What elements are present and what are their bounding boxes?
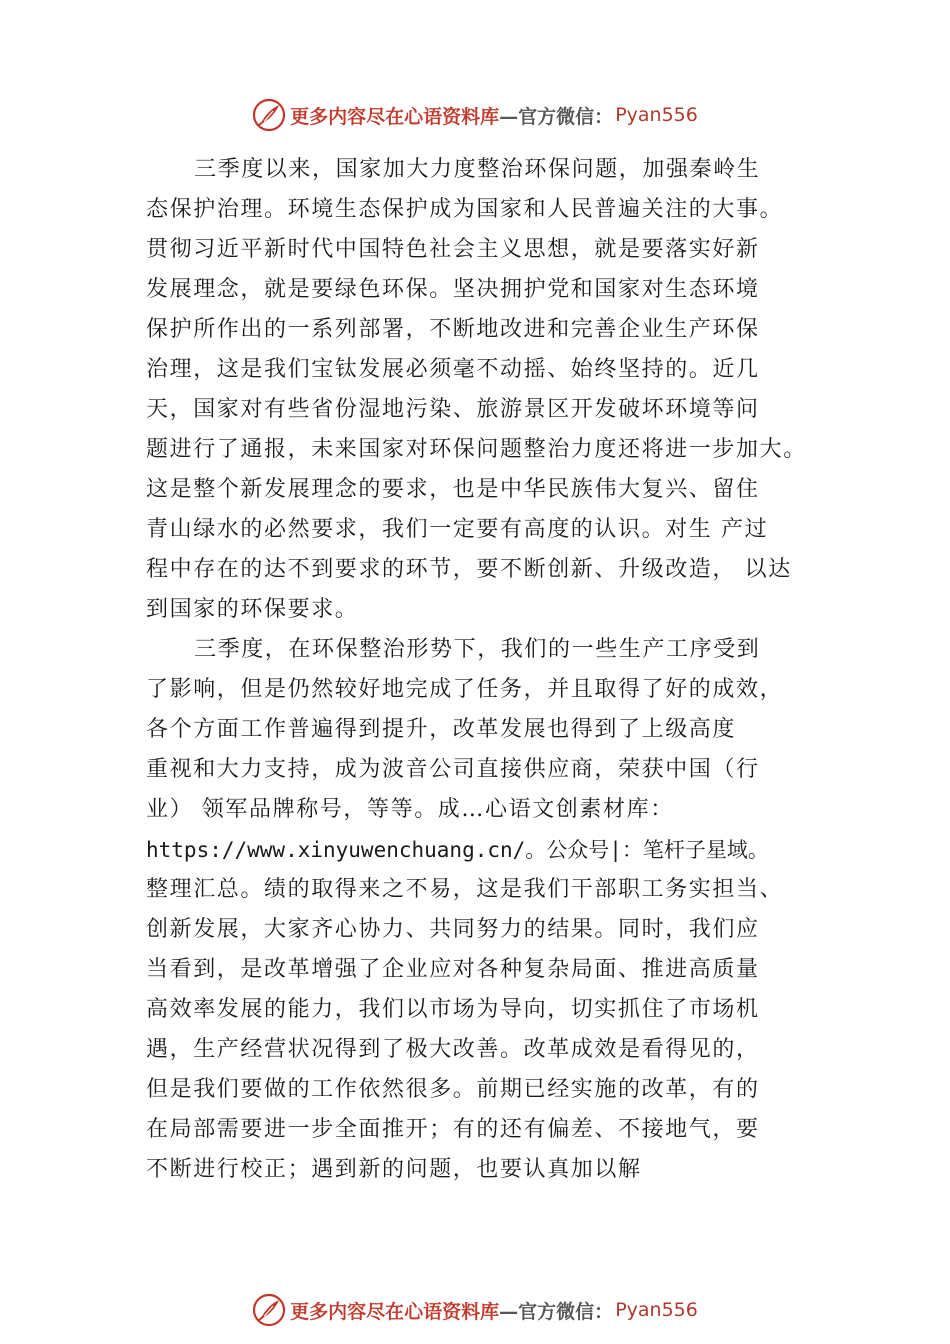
body-line: 保护所作出的一系列部署，不断地改进和完善企业生产环保 [146,317,760,342]
banner-account-id: Pyan556 [615,1299,698,1321]
banner-brand-text: 更多内容尽在心语资料库 [290,105,500,128]
quill-logo-icon [252,98,286,132]
banner-official-label: —官方微信： [499,105,614,128]
body-line: 天，国家对有些省份湿地污染、旅游景区开发破坏环境等问 [146,397,760,422]
body-line: 这是整个新发展理念的要求，也是中华民族伟大复兴、留住 [146,477,760,502]
body-line: 但是我们要做的工作依然很多。前期已经实施的改革，有的 [146,1077,760,1102]
body-line: 高效率发展的能力，我们以市场为导向，切实抓住了市场机 [146,997,760,1022]
body-line: 了影响，但是仍然较好地完成了任务，并且取得了好的成效， [146,677,784,702]
body-line: 态保护治理。环境生态保护成为国家和人民普遍关注的大事。 [146,197,784,222]
footer-banner [0,1290,950,1330]
body-line: 三季度以来，国家加大力度整治环保问题，加强秦岭生 [194,157,761,182]
body-line: 治理，这是我们宝钛发展必须毫不动摇、始终坚持的。近几 [146,357,760,382]
body-line: 青山绿水的必然要求，我们一定要有高度的认识。对生 产过 [146,517,769,542]
body-line: 不断进行校正；遇到新的问题，也要认真加以解 [146,1157,642,1182]
body-line: 各个方面工作普遍得到提升，改革发展也得到了上级高度 [146,717,737,742]
body-line: 整理汇总。绩的取得来之不易，这是我们干部职工务实担当、 [146,877,784,902]
body-line: 三季度，在环保整治形势下，我们的一些生产工序受到 [194,637,761,662]
body-line: 题进行了通报，未来国家对环保问题整治力度还将进一步加大。 [146,437,807,462]
body-line: 贯彻习近平新时代中国特色社会主义思想，就是要落实好新 [146,237,760,262]
body-line: 在局部需要进一步全面推开；有的还有偏差、不接地气，要 [146,1117,760,1142]
body-line: 重视和大力支持，成为波音公司直接供应商，荣获中国（行 [146,757,760,782]
body-line: 程中存在的达不到要求的环节，要不断创新、升级改造， 以达 [146,557,792,582]
document-body [146,150,846,1190]
body-line: 业） 领军品牌称号，等等。成…心语文创素材库： [146,797,674,822]
quill-logo-icon [252,1293,286,1327]
body-line: 到国家的环保要求。 [146,597,359,622]
body-line: 遇，生产经营状况得到了极大改善。改革成效是看得见的， [146,1037,760,1062]
body-line-url: https://www.xinyuwenchuang.cn/。公众号|：笔杆子星域。 [146,838,769,862]
banner-account-id: Pyan556 [615,104,698,126]
banner-official-label: —官方微信： [499,1300,614,1323]
body-line: 创新发展，大家齐心协力、共同努力的结果。同时，我们应 [146,917,760,942]
body-line: 发展理念，就是要绿色环保。坚决拥护党和国家对生态环境 [146,277,760,302]
banner-brand-text: 更多内容尽在心语资料库 [290,1300,500,1323]
body-line: 当看到，是改革增强了企业应对各种复杂局面、推进高质量 [146,957,760,982]
header-banner [0,95,950,135]
